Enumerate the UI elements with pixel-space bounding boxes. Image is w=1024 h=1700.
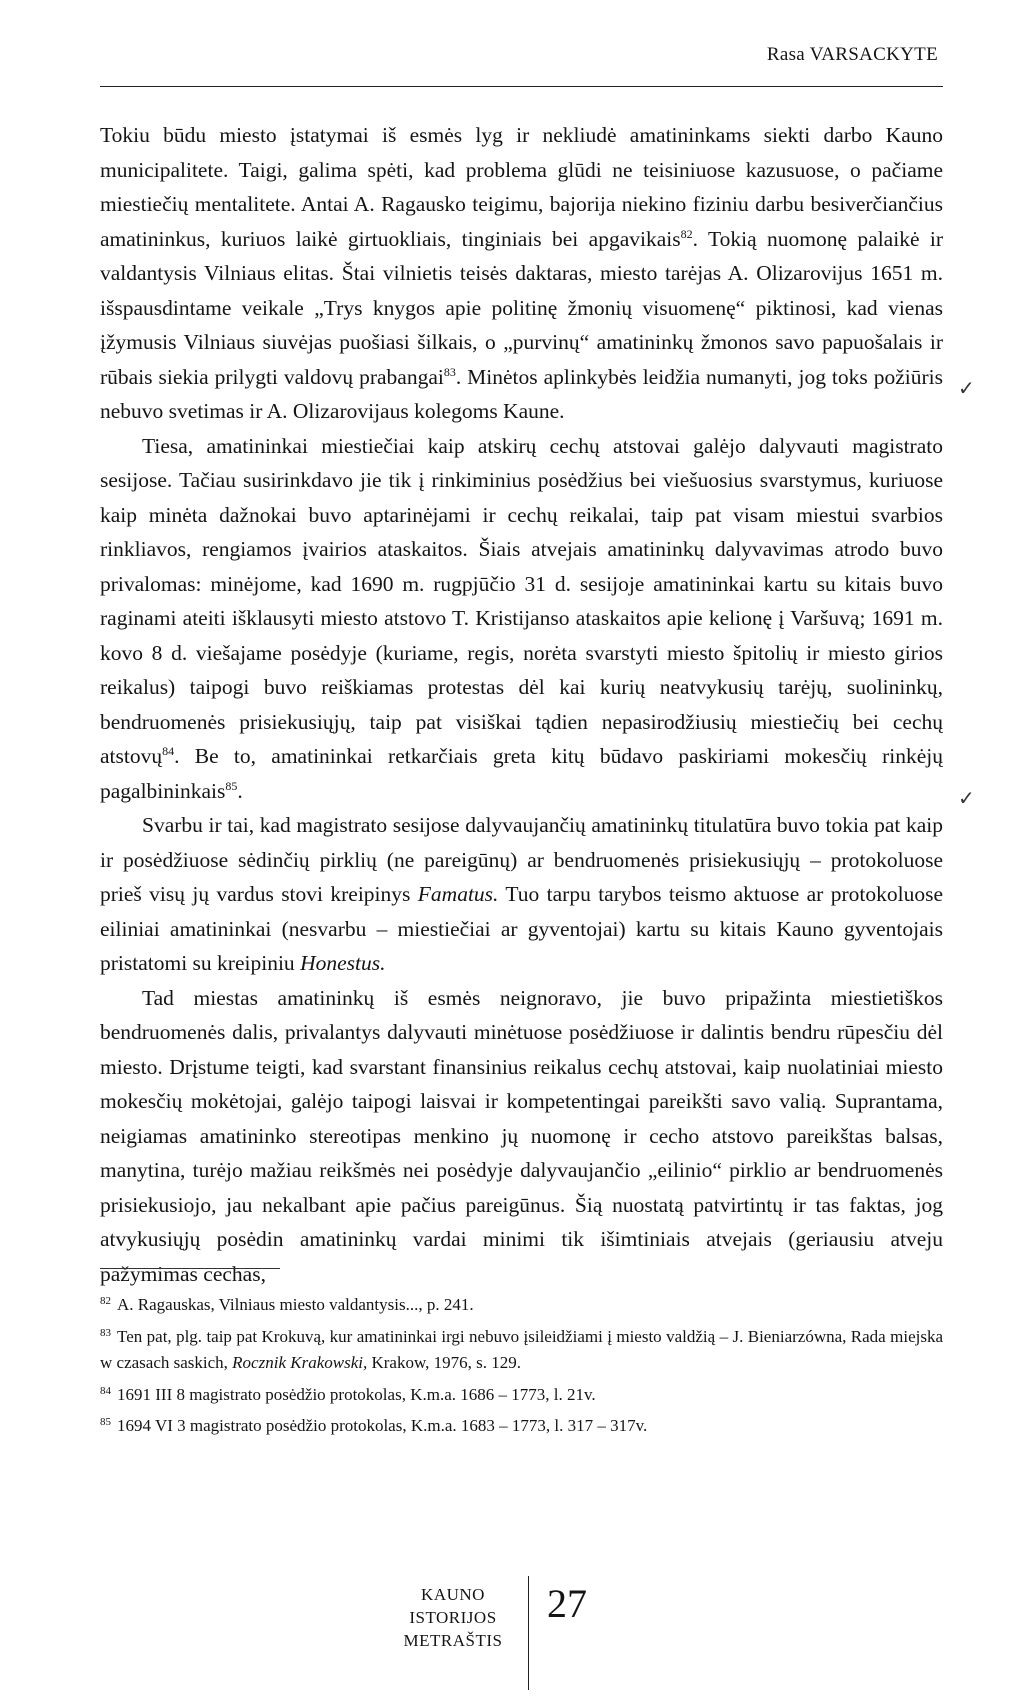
journal-line-1: KAUNO	[421, 1585, 485, 1604]
journal-line-3: METRAŠTIS	[403, 1631, 503, 1650]
paragraph-3-famatus: Famatus.	[417, 882, 499, 906]
paragraph-3-text-b: Tuo tarpu tarybos teismo aktuose ar protokoluose eiliniai amatininkai (nesvarbu – miestiečiai ar gyventojai) kartu su kitais Kauno gyventojais pristatomi su kreipiniu	[100, 882, 943, 975]
footnote-82	[100, 1288, 943, 1319]
page-number: 27	[547, 1581, 587, 1626]
footnote-text: A. Ragauskas, Vilniaus miesto valdantysis..., p. 241.	[117, 1295, 474, 1314]
paragraph-3-honestus: Honestus.	[300, 951, 386, 975]
running-header-author: Rasa VARSACKYTE	[766, 44, 938, 65]
paragraph-2-text-b: . Be to, amatininkai retkarčiais greta kitų būdavo paskiriami mokesčių rinkėjų pagalbininkais	[100, 744, 943, 803]
margin-check-mark-2: ✓	[958, 788, 975, 810]
footnotes	[100, 1288, 943, 1441]
paragraph-4	[100, 981, 943, 1292]
paragraph-2	[100, 429, 943, 809]
footnote-ref-84[interactable]: 84	[162, 744, 175, 758]
footnote-text: 1694 VI 3 magistrato posėdžio protokolas, K.m.a. 1683 – 1773, l. 317 – 317v.	[117, 1416, 648, 1435]
footnote-text-em: Rocznik Krakowski,	[232, 1353, 368, 1372]
footnote-ref-85[interactable]: 85	[225, 778, 238, 793]
footnote-83	[100, 1320, 943, 1377]
footnote-number: 84	[100, 1384, 111, 1397]
header-rule	[100, 86, 943, 87]
footnote-rule	[100, 1268, 280, 1269]
paragraph-2-text-c: .	[237, 778, 243, 803]
footnote-84	[100, 1378, 943, 1409]
footer-journal-title	[388, 1583, 518, 1652]
margin-check-mark-1: ✓	[958, 378, 975, 400]
footnote-ref-82[interactable]: 82	[680, 226, 693, 241]
footnote-85	[100, 1409, 943, 1440]
footnote-number: 83	[100, 1326, 111, 1339]
footer-divider	[528, 1576, 529, 1690]
paragraph-4-text-a: Tad miestas amatininkų iš esmės neignoravo, jie buvo pripažinta miestietiškos bendruomenės dalis, privalantys dalyvauti minėtuose posėdžiuose ir dalintis bendru rūpesčiu dėl miesto. Drįstume teigti, kad svarstant finansinius reikalus cechų atstovai, kaip nuolatiniai miesto mokesčių mokėtojai, galėjo taipogi laisvai ir kompetentingai pareikšti savo valią. Suprantama, neigiamas amatininko stereotipas menkino jų nuomonę ir cecho atstovo pareikštas balsas, manytina, turėjo mažiau reikšmės nei posėdyje dalyvaujančio „eilinio“ pirklio ar bendruomenės prisiekusiojo, jau nekalbant apie pačius pareigūnus. Šią nuostatą patvirtintų ir tas faktas, jog atvykusiųjų posėdin amatininkų vardai minimi tik išimtiniais atvejais (geriausiu atveju pažymimas cechas,	[100, 985, 943, 1286]
paragraph-1-text-c: . Minėtos aplinkybės leidžia numanyti, jog toks požiūris nebuvo svetimas ir A. Olizarovijaus kolegoms Kaune.	[100, 364, 943, 423]
paragraph-1-text-b: . Tokią nuomonę palaikė ir valdantysis Vilniaus elitas. Štai vilnietis teisės daktaras, miesto tarėjas A. Olizarovijus 1651 m. išspausdintame veikale „Trys knygos apie politinę žmonių visuomenę“ piktinosi, kad vienas įžymusis Vilniaus siuvėjas puošiasi šilkais, o „purvinų“ amatininkų žmonos savo papuošalais ir rūbais siekia prilygti valdovų prabangai	[100, 226, 943, 389]
footnote-text: 1691 III 8 magistrato posėdžio protokolas, K.m.a. 1686 – 1773, l. 21v.	[117, 1384, 596, 1404]
footnote-ref-83[interactable]: 83	[443, 364, 456, 379]
footnote-text-a: Ten pat, plg. taip pat Krokuvą, kur amatininkai irgi nebuvo įsileidžiami į miesto valdžią – J. Bieniarzówna, Rada miejska w czasach saskich,	[100, 1326, 943, 1372]
paragraph-3	[100, 808, 943, 981]
paragraph-1-text-a: Tokiu būdu miesto įstatymai iš esmės lyg ir nekliudė amatininkams siekti darbo Kauno municipalitete. Taigi, galima spėti, kad problema glūdi ne teisiniuose kazusuose, o pačiame miestiečių mentalitete. Antai A. Ragausko teigimu, bajorija niekino fiziniu darbu besiverčiančius amatininkus, kuriuos laikė girtuokliais, tinginiais bei apgavikais	[100, 123, 943, 251]
footnote-number: 85	[100, 1416, 111, 1428]
footnote-text-b: Krakow, 1976, s. 129.	[367, 1353, 521, 1372]
paragraph-3-text-a: Svarbu ir tai, kad magistrato sesijose dalyvaujančių amatininkų titulatūra buvo tokia pat kaip ir posėdžiuose sėdinčių pirklių (ne pareigūnų) ar bendruomenės prisiekusiųjų – protokoluose prieš visų jų vardus stovi kreipinys	[100, 813, 943, 906]
journal-line-2: ISTORIJOS	[409, 1608, 497, 1627]
paragraph-2-text-a: Tiesa, amatininkai miestiečiai kaip atskirų cechų atstovai galėjo dalyvauti magistrato sesijose. Tačiau susirinkdavo jie tik į rinkiminius posėdžius bei viešuosius svarstymus, kuriuose kaip minėta dažnokai buvo aptarinėjami ir cechų reikalai, taip pat visam miestui svarbios rinkliavos, rengiamos įvairios ataskaitos. Šiais atvejais amatininkų dalyvavimas atrodo buvo privalomas: minėjome, kad 1690 m. rugpjūčio 31 d. sesijoje amatininkai kartu su kitais buvo raginami ateiti išklausyti miesto atstovo T. Kristijanso ataskaitos apie kelionę į Varšuvą; 1691 m. kovo 8 d. viešajame posėdyje (kuriame, regis, norėta svarstyti miesto špitolių ir miesto girios reikalus) taipogi buvo reiškiamas protestas dėl kai kurių neatvykusių tarėjų, suolininkų, bendruomenės prisiekusiųjų, taip pat visiškai tądien nepasirodžiusių miestiečių bei cechų atstovų	[100, 433, 943, 768]
footnote-number: 82	[100, 1295, 111, 1307]
body-text	[100, 118, 943, 1291]
paragraph-1	[100, 118, 943, 429]
